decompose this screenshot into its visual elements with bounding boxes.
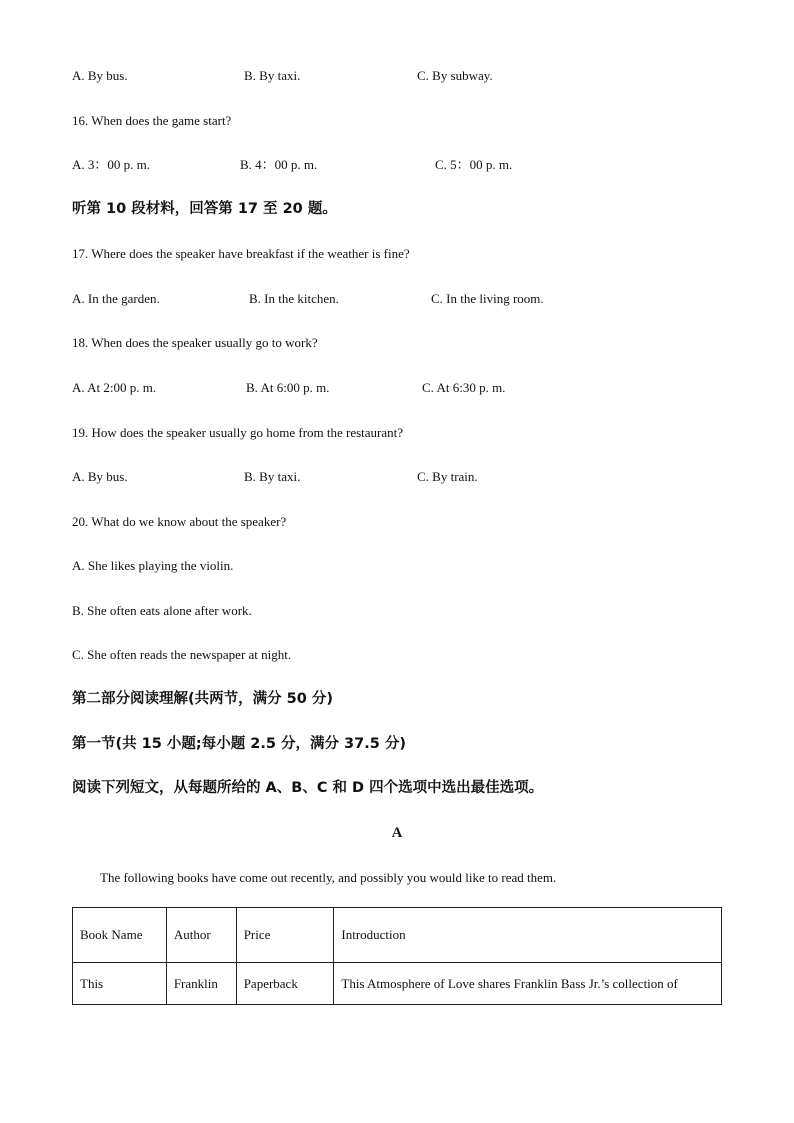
q15-option-c: C. By subway. [417,68,493,83]
q19-option-a: A. By bus. [72,469,128,484]
header-introduction: Introduction [334,908,722,963]
part2-title: 第二部分阅读理解(共两节，满分 50 分) [72,691,334,707]
cell-price: Paperback [236,963,334,1005]
q17-option-a: A. In the garden. [72,291,160,306]
q17-question: 17. Where does the speaker have breakfast if the weather is fine? [72,246,410,261]
q15-option-a: A. By bus. [72,68,128,83]
q20-option-a: A. She likes playing the violin. [72,558,234,573]
cell-author: Franklin [166,963,236,1005]
q18-option-c: C. At 6:30 p. m. [422,380,506,395]
q19-option-c: C. By train. [417,469,478,484]
q16-option-c: C. 5：00 p. m. [435,157,513,172]
q20-option-c: C. She often reads the newspaper at night. [72,647,292,662]
part2-section1: 第一节(共 15 小题;每小题 2.5 分，满分 37.5 分) [72,736,406,752]
header-book-name: Book Name [73,908,167,963]
q17-option-c: C. In the living room. [431,291,544,306]
q15-option-b: B. By taxi. [244,68,301,83]
q20-question: 20. What do we know about the speaker? [72,514,287,529]
part2-instruction: 阅读下列短文，从每题所给的 A、B、C 和 D 四个选项中选出最佳选项。 [72,780,544,796]
q20-option-b: B. She often eats alone after work. [72,603,252,618]
q18-question: 18. When does the speaker usually go to work? [72,335,318,350]
q18-option-b: B. At 6:00 p. m. [246,380,330,395]
passage-label: A [391,825,403,841]
header-price: Price [236,908,334,963]
table-header-row [73,908,722,963]
books-table [72,907,722,1005]
table-row [73,963,722,1005]
q19-question: 19. How does the speaker usually go home from the restaurant? [72,425,404,440]
q18-option-a: A. At 2:00 p. m. [72,380,157,395]
cell-introduction: This Atmosphere of Love shares Franklin Bass Jr.’s collection of [334,963,722,1005]
passage-intro: The following books have come out recently, and possibly you would like to read them. [100,870,557,885]
section-10-heading: 听第 10 段材料，回答第 17 至 20 题。 [72,201,337,217]
q17-option-b: B. In the kitchen. [249,291,339,306]
q19-option-b: B. By taxi. [244,469,301,484]
q16-option-a: A. 3：00 p. m. [72,157,151,172]
q16-option-b: B. 4：00 p. m. [240,157,318,172]
q16-question: 16. When does the game start? [72,113,232,128]
cell-book-name: This [73,963,167,1005]
header-author: Author [166,908,236,963]
